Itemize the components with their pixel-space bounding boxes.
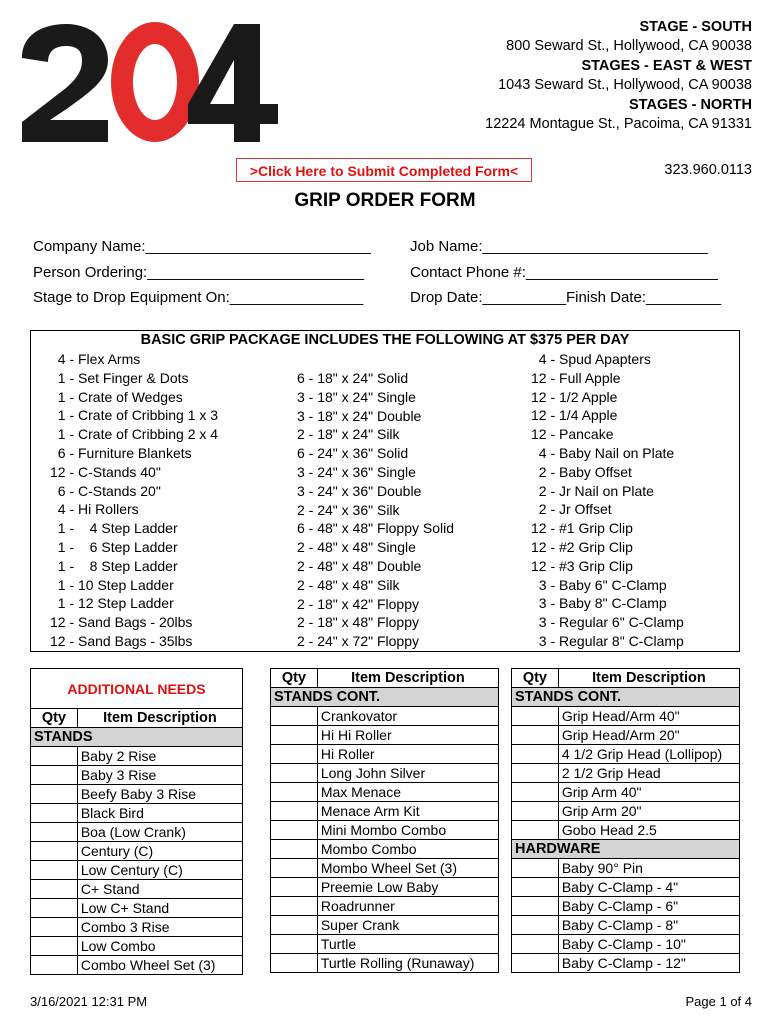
item-description-cell: Hi Roller — [317, 745, 498, 764]
item-description-cell: Turtle — [317, 935, 498, 954]
item-description-cell: Baby 3 Rise — [77, 766, 242, 785]
qty-cell[interactable] — [31, 899, 78, 918]
package-item: 2 - 18" x 42" Floppy — [297, 595, 420, 612]
submit-form-link[interactable]: >Click Here to Submit Completed Form< — [236, 158, 532, 182]
qty-cell[interactable] — [271, 764, 318, 783]
item-description-cell: Roadrunner — [317, 897, 498, 916]
table-row — [31, 842, 243, 861]
qty-cell[interactable] — [271, 802, 318, 821]
qty-cell[interactable] — [271, 840, 318, 859]
package-item: 12 - C-Stands 40" — [50, 463, 161, 480]
section-stands: STANDS — [31, 728, 243, 747]
qty-cell[interactable] — [271, 707, 318, 726]
package-item: 2 - 48" x 48" Double — [297, 557, 422, 574]
item-description-cell: Mombo Wheel Set (3) — [317, 859, 498, 878]
item-description-cell: Super Crank — [317, 916, 498, 935]
job-name-field[interactable]: Job Name:___________________________ — [410, 238, 708, 255]
package-item: 12 - Pancake — [531, 426, 614, 443]
table-row — [512, 935, 740, 954]
company-name-field[interactable]: Company Name:___________________________ — [33, 238, 371, 255]
table-row — [31, 937, 243, 956]
qty-cell[interactable] — [271, 859, 318, 878]
package-item: 1 - Crate of Wedges — [50, 388, 183, 405]
package-item: 3 - 24" x 36" Single — [297, 463, 416, 480]
person-ordering-field[interactable]: Person Ordering:__________________________ — [33, 264, 365, 281]
item-description-cell: Baby C-Clamp - 8" — [558, 916, 739, 935]
package-item: 1 - Crate of Cribbing 2 x 4 — [50, 426, 219, 443]
item-description-cell: C+ Stand — [77, 880, 242, 899]
item-description-cell: Baby 90° Pin — [558, 859, 739, 878]
package-heading: BASIC GRIP PACKAGE INCLUDES THE FOLLOWING AT $375 PER DAY — [140, 332, 630, 348]
qty-cell[interactable] — [271, 726, 318, 745]
qty-cell[interactable] — [512, 783, 559, 802]
package-item: 2 - 18" x 48" Floppy — [297, 614, 420, 631]
table-row — [271, 878, 499, 897]
phone-number: 323.960.0113 — [664, 162, 752, 178]
table-row — [271, 707, 499, 726]
item-description-cell: Low Century (C) — [77, 861, 242, 880]
table-row — [31, 804, 243, 823]
qty-cell[interactable] — [271, 878, 318, 897]
table-row — [512, 802, 740, 821]
item-description-cell: Grip Head/Arm 40" — [558, 707, 739, 726]
table-row — [271, 954, 499, 973]
table-row — [271, 783, 499, 802]
table-row — [512, 916, 740, 935]
qty-cell[interactable] — [512, 935, 559, 954]
table-row — [271, 764, 499, 783]
package-column-3 — [531, 350, 684, 651]
qty-cell[interactable] — [31, 861, 78, 880]
contact-phone-field[interactable]: Contact Phone #:_______________________ — [410, 264, 718, 281]
item-description-cell: Grip Arm 40" — [558, 783, 739, 802]
qty-header: Qty — [512, 669, 559, 688]
table-row — [31, 861, 243, 880]
item-description-cell: Combo Wheel Set (3) — [77, 956, 242, 975]
qty-cell[interactable] — [271, 954, 318, 973]
footer-page-number: Page 1 of 4 — [685, 994, 752, 1009]
package-item: 3 - Regular 6" C-Clamp — [531, 614, 684, 631]
item-description-cell: Baby 2 Rise — [77, 747, 242, 766]
item-description-header: Item Description — [77, 709, 242, 728]
qty-cell[interactable] — [512, 954, 559, 973]
table-row — [512, 707, 740, 726]
item-description-cell: Crankovator — [317, 707, 498, 726]
stage-addresses — [485, 18, 752, 134]
stage-north-label: STAGES - NORTH — [629, 96, 752, 113]
package-item: 4 - Baby Nail on Plate — [531, 444, 675, 461]
package-column-2 — [297, 369, 454, 651]
item-description-cell: Turtle Rolling (Runaway) — [317, 954, 498, 973]
package-item: 2 - 24" x 36" Silk — [297, 501, 400, 518]
item-description-cell: Baby C-Clamp - 10" — [558, 935, 739, 954]
package-item: 12 - 1/2 Apple — [531, 388, 618, 405]
package-item: 1 - 6 Step Ladder — [50, 538, 178, 555]
item-description-cell: Black Bird — [77, 804, 242, 823]
stands-cont-table — [270, 668, 499, 973]
stage-east-west-label: STAGES - EAST & WEST — [581, 57, 752, 74]
package-item: 12 - Sand Bags - 35lbs — [50, 632, 193, 649]
qty-cell[interactable] — [512, 745, 559, 764]
stage-north-address: 12224 Montague St., Pacoima, CA 91331 — [485, 116, 752, 133]
page-title: GRIP ORDER FORM — [294, 190, 476, 211]
package-item: 2 - 18" x 24" Silk — [297, 426, 400, 443]
qty-cell[interactable] — [512, 897, 559, 916]
qty-cell[interactable] — [31, 823, 78, 842]
table-row — [512, 745, 740, 764]
table-row — [31, 823, 243, 842]
item-description-header: Item Description — [317, 669, 498, 688]
item-description-cell: 2 1/2 Grip Head — [558, 764, 739, 783]
qty-cell[interactable] — [271, 916, 318, 935]
table-row — [271, 821, 499, 840]
table-row — [31, 747, 243, 766]
item-description-cell: Combo 3 Rise — [77, 918, 242, 937]
qty-cell[interactable] — [31, 918, 78, 937]
item-description-cell: Grip Head/Arm 20" — [558, 726, 739, 745]
package-item: 6 - C-Stands 20" — [50, 482, 161, 499]
package-item: 3 - Baby 6" C-Clamp — [531, 576, 667, 593]
qty-cell[interactable] — [512, 726, 559, 745]
package-item: 2 - 48" x 48" Single — [297, 539, 416, 556]
package-item: 2 - Jr Nail on Plate — [531, 482, 654, 499]
item-description-cell: Baby C-Clamp - 4" — [558, 878, 739, 897]
qty-cell[interactable] — [31, 842, 78, 861]
qty-cell[interactable] — [271, 745, 318, 764]
package-item: 4 - Hi Rollers — [50, 501, 139, 518]
qty-cell[interactable] — [512, 821, 559, 840]
additional-needs-table — [30, 668, 243, 975]
table-row — [512, 878, 740, 897]
package-item: 1 - 8 Step Ladder — [50, 557, 178, 574]
table-row — [271, 897, 499, 916]
table-row — [31, 785, 243, 804]
stage-south-label: STAGE - SOUTH — [639, 19, 752, 35]
stage-south-address: 800 Seward St., Hollywood, CA 90038 — [506, 38, 752, 55]
package-item: 6 - 24" x 36" Solid — [297, 445, 409, 462]
package-item: 12 - #2 Grip Clip — [531, 538, 633, 555]
table-row — [31, 766, 243, 785]
package-item: 6 - Furniture Blankets — [50, 444, 192, 461]
table-row — [271, 802, 499, 821]
section-row — [512, 840, 740, 859]
package-item: 12 - #1 Grip Clip — [531, 520, 633, 537]
table-row — [271, 916, 499, 935]
qty-cell[interactable] — [271, 897, 318, 916]
item-description-cell: Baby C-Clamp - 6" — [558, 897, 739, 916]
package-item: 2 - Jr Offset — [531, 501, 612, 518]
package-item: 1 - 12 Step Ladder — [50, 595, 174, 612]
table-row — [512, 954, 740, 973]
package-item: 12 - Sand Bags - 20lbs — [50, 614, 193, 631]
item-description-cell: Hi Hi Roller — [317, 726, 498, 745]
package-item: 1 - 10 Step Ladder — [50, 576, 174, 593]
package-item: 6 - 48" x 48" Floppy Solid — [297, 520, 455, 537]
qty-cell[interactable] — [31, 937, 78, 956]
qty-cell[interactable] — [512, 764, 559, 783]
package-item: 3 - Regular 8" C-Clamp — [531, 632, 684, 649]
item-description-cell: Low C+ Stand — [77, 899, 242, 918]
package-item: 2 - 24" x 72" Floppy — [297, 633, 420, 650]
item-description-cell: Gobo Head 2.5 — [558, 821, 739, 840]
item-description-header: Item Description — [558, 669, 739, 688]
package-item: 3 - Baby 8" C-Clamp — [531, 595, 667, 612]
qty-cell[interactable] — [31, 956, 78, 975]
table-row — [512, 726, 740, 745]
package-column-1 — [50, 350, 218, 651]
qty-cell[interactable] — [512, 859, 559, 878]
table-row — [271, 935, 499, 954]
table-row — [271, 840, 499, 859]
table-row — [512, 783, 740, 802]
qty-cell[interactable] — [512, 707, 559, 726]
package-item: 4 - Spud Apapters — [531, 351, 651, 367]
qty-header: Qty — [271, 669, 318, 688]
item-description-cell: Boa (Low Crank) — [77, 823, 242, 842]
package-item: 1 - Crate of Cribbing 1 x 3 — [50, 407, 219, 424]
item-description-cell: Low Combo — [77, 937, 242, 956]
qty-cell[interactable] — [31, 766, 78, 785]
package-item: 2 - 48" x 48" Silk — [297, 576, 400, 593]
additional-needs-heading: ADDITIONAL NEEDS — [31, 669, 243, 709]
item-description-cell: Beefy Baby 3 Rise — [77, 785, 242, 804]
qty-cell[interactable] — [31, 747, 78, 766]
package-item: 3 - 18" x 24" Single — [297, 388, 416, 405]
section-stands-cont: STANDS CONT. — [271, 688, 499, 707]
item-description-cell: Max Menace — [317, 783, 498, 802]
qty-header: Qty — [31, 709, 78, 728]
package-item: 2 - Baby Offset — [531, 463, 632, 480]
item-description-cell: Menace Arm Kit — [317, 802, 498, 821]
package-item: 3 - 18" x 24" Double — [297, 407, 422, 424]
qty-cell[interactable] — [31, 804, 78, 823]
table-row — [271, 859, 499, 878]
drop-finish-date-field[interactable]: Drop Date:__________Finish Date:_________ — [410, 289, 722, 306]
package-item: 6 - 18" x 24" Solid — [297, 370, 409, 386]
table-row — [512, 897, 740, 916]
package-item: 12 - Full Apple — [531, 369, 621, 386]
footer-timestamp: 3/16/2021 12:31 PM — [30, 994, 148, 1009]
stands-hardware-table — [511, 668, 740, 973]
package-item: 3 - 24" x 36" Double — [297, 482, 422, 499]
item-description-cell: Mombo Combo — [317, 840, 498, 859]
item-description-cell: 4 1/2 Grip Head (Lollipop) — [558, 745, 739, 764]
table-row — [271, 745, 499, 764]
item-description-cell: Mini Mombo Combo — [317, 821, 498, 840]
qty-cell[interactable] — [512, 916, 559, 935]
item-description-cell: Grip Arm 20" — [558, 802, 739, 821]
item-description-cell: Long John Silver — [317, 764, 498, 783]
package-item: 1 - Set Finger & Dots — [50, 369, 189, 386]
qty-cell[interactable] — [512, 802, 559, 821]
qty-cell[interactable] — [271, 783, 318, 802]
table-row — [31, 880, 243, 899]
table-row — [512, 821, 740, 840]
item-description-cell: Century (C) — [77, 842, 242, 861]
stage-east-west-address: 1043 Seward St., Hollywood, CA 90038 — [498, 77, 752, 94]
company-logo — [20, 20, 282, 146]
table-row — [31, 899, 243, 918]
table-row — [271, 726, 499, 745]
package-item: 1 - 4 Step Ladder — [50, 520, 178, 537]
item-description-cell: Baby C-Clamp - 12" — [558, 954, 739, 973]
stage-drop-field[interactable]: Stage to Drop Equipment On:________________ — [33, 289, 364, 306]
qty-cell[interactable] — [31, 880, 78, 899]
qty-cell[interactable] — [31, 785, 78, 804]
qty-cell[interactable] — [512, 878, 559, 897]
section-stands-cont: STANDS CONT. — [512, 688, 740, 707]
qty-cell[interactable] — [271, 935, 318, 954]
item-description-cell: Preemie Low Baby — [317, 878, 498, 897]
package-item: 4 - Flex Arms — [50, 351, 141, 367]
package-item: 12 - #3 Grip Clip — [531, 557, 633, 574]
table-row — [512, 764, 740, 783]
table-row — [31, 918, 243, 937]
qty-cell[interactable] — [271, 821, 318, 840]
table-row — [512, 859, 740, 878]
table-row — [31, 956, 243, 975]
section-hardware: HARDWARE — [512, 840, 740, 859]
package-item: 12 - 1/4 Apple — [531, 407, 618, 424]
